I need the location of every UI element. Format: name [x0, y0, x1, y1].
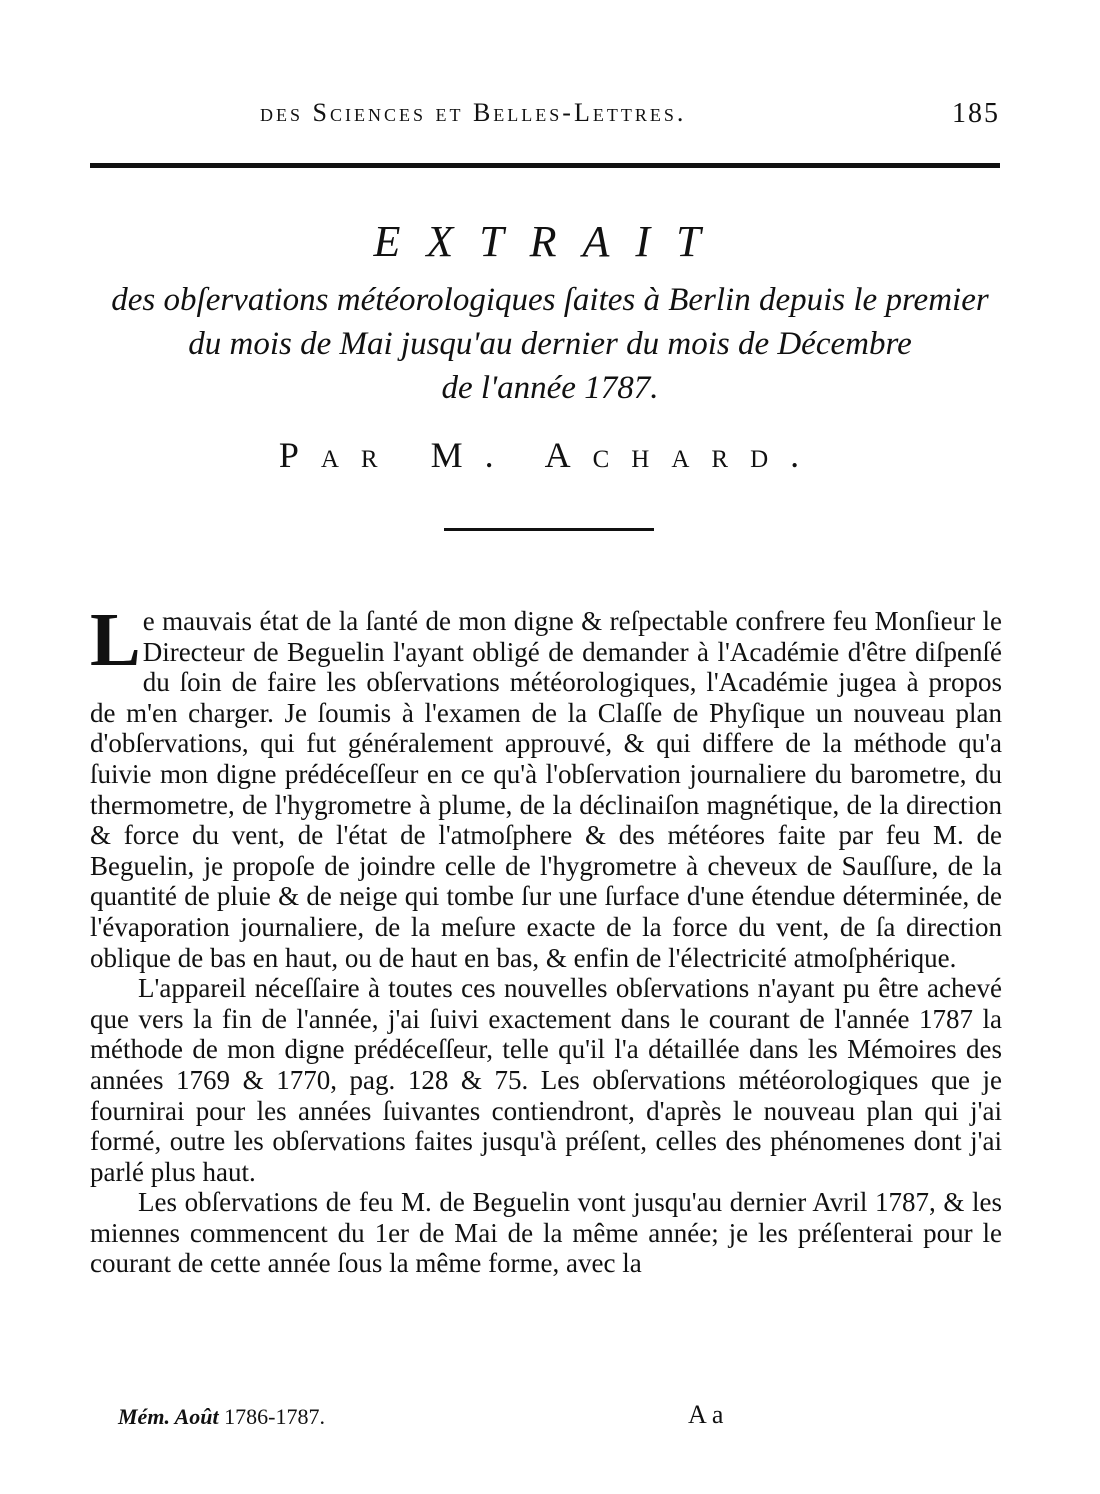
signature-line: [118, 1404, 325, 1430]
subtitle-line: du mois de Mai jusqu'au dernier du mois de Décembre: [188, 326, 912, 362]
paragraph: [90, 598, 1002, 973]
paragraph: L'appareil néceſſaire à toutes ces nouvelles obſervations n'ayant pu être achevé que vers la fin de l'année, j'ai ſuivi exactement dans le courant de l'année 1787 la méthode de mon digne prédéceſſeur, telle qu'il l'a détaillée dans les Mémoires des années 1769 & 1770, pag. 128 & 75. Les obſervations météorologiques que je fournirai pour les années ſuivantes contiendront, d'après le nouveau plan qui j'ai formé, outre les obſervations faites jusqu'à préſent, celles des phénomenes dont j'ai parlé plus haut.: [90, 973, 1002, 1187]
signature-abbr: Mém. Août: [118, 1404, 219, 1429]
author-line: Par M. Achard.: [278, 435, 822, 475]
drop-cap: L: [90, 598, 141, 682]
section-rule: [444, 528, 654, 531]
subtitle-line: des obſervations météorologiques ſaites à Berlin depuis le premier: [111, 282, 989, 318]
signature-mark: A a: [688, 1400, 724, 1429]
header-rule: [90, 163, 1000, 168]
body-text: [90, 598, 1002, 1279]
article-title: EXTRAIT: [373, 217, 727, 266]
paragraph-text: e mauvais état de la ſanté de mon digne & reſpectable confrere feu Monſieur le Directeur de Beguelin l'ayant obligé de demander à l'Académie d'être diſpenſé du ſoin de faire les obſervations météorologiques, l'Académie jugea à propos de m'en charger. Je ſoumis à l'examen de la Claſſe de Phyſique un nouveau plan d'obſervations, qui fut généralement approuvé, & qui differe de la méthode qu'a ſuivie mon digne prédéceſſeur en ce qu'à l'obſervation journaliere du barometre, du thermometre, de l'hygrometre à plume, de la déclinaiſon magnétique, de la direction & force du vent, de l'état de l'atmoſphere & des météores faite par feu M. de Beguelin, je propoſe de joindre celle de l'hygrometre à cheveux de Sauſſure, de la quantité de pluie & de neige qui tombe ſur une ſurface d'une étendue déterminée, de l'évaporation journaliere, de la meſure exacte de la force du vent, de ſa direction oblique de bas en haut, ou de haut en bas, & enfin de l'électricité atmoſphérique.: [90, 606, 1002, 973]
running-title: des Sciences et Belles-Lettres.: [260, 98, 687, 127]
running-head: [90, 98, 1000, 138]
paragraph: Les obſervations de feu M. de Beguelin vont jusqu'au dernier Avril 1787, & les miennes commencent du 1er de Mai de la même année; je les préſenterai pour le courant de cette année ſous la même forme, avec la: [90, 1187, 1002, 1279]
article-subtitle: [60, 278, 1040, 410]
subtitle-line: de l'année 1787.: [441, 370, 659, 406]
page-number: 185: [952, 98, 1000, 129]
signature-years: 1786-1787.: [224, 1404, 325, 1429]
